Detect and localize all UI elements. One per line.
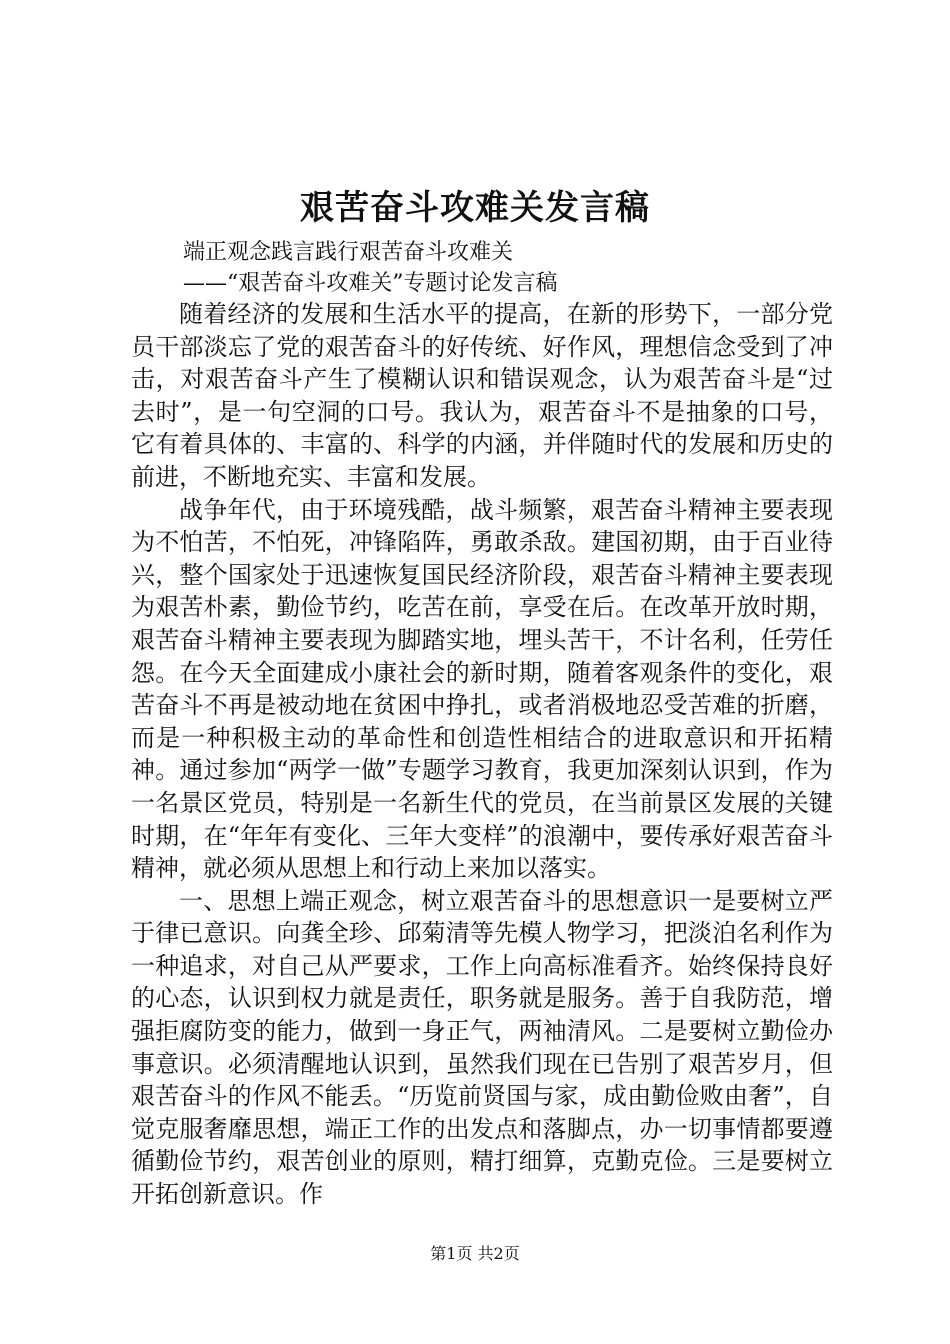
paragraph-1: 随着经济的发展和生活水平的提高，在新的形势下，一部分党员干部淡忘了党的艰苦奋斗的好传统、好作风，理想信念受到了冲击，对艰苦奋斗产生了模糊认识和错误观念，认为艰苦奋斗是“过去时”，是一句空洞的口号。我认为，艰苦奋斗不是抽象的口号，它有着具体的、丰富的、科学的内涵，并伴随时代的发展和历史的前进，不断地充实、丰富和发展。 (131, 300, 833, 491)
document-body (131, 298, 833, 1211)
paragraph-2: 战争年代，由于环境残酷，战斗频繁，艰苦奋斗精神主要表现为不怕苦，不怕死，冲锋陷阵，勇敢杀敌。建国初期，由于百业待兴，整个国家处于迅速恢复国民经济阶段，艰苦奋斗精神主要表现为艰苦朴素，勤俭节约，吃苦在前，享受在后。在改革开放时期，艰苦奋斗精神主要表现为脚踏实地，埋头苦干，不计名利，任劳任怨。在今天全面建成小康社会的新时期，随着客观条件的变化，艰苦奋斗不再是被动地在贫困中挣扎，或者消极地忍受苦难的折磨，而是一种积极主动的革命性和创造性相结合的进取意识和开拓精神。通过参加“两学一做”专题学习教育，我更加深刻认识到，作为一名景区党员，特别是一名新生代的党员，在当前景区发展的关键时期，在“年年有变化、三年大变样”的浪潮中，要传承好艰苦奋斗精神，就必须从思想上和行动上来加以落实。 (131, 495, 833, 883)
subtitle-line-1: 端正观念践言践行艰苦奋斗攻难关 (183, 240, 514, 265)
subtitle-line-2: ——“艰苦奋斗攻难关”专题讨论发言稿 (183, 271, 558, 296)
page-footer: 第1页 共2页 (430, 1244, 520, 1263)
document-title: 艰苦奋斗攻难关发言稿 (300, 188, 650, 228)
paragraph-3: 一、思想上端正观念，树立艰苦奋斗的思想意识一是要树立严于律已意识。向龚全珍、邱菊清等先模人物学习，把淡泊名利作为一种追求，对自己从严要求，工作上向高标准看齐。始终保持良好的心态，认识到权力就是责任，职务就是服务。善于自我防范，增强拒腐防变的能力，做到一身正气，两袖清风。二是要树立勤俭办事意识。必须清醒地认识到，虽然我们现在已告别了艰苦岁月，但艰苦奋斗的作风不能丢。“历览前贤国与家，成由勤俭败由奢”，自觉克服奢靡思想，端正工作的出发点和落脚点，办一切事情都要遵循勤俭节约，艰苦创业的原则，精打细算，克勤克俭。三是要树立开拓创新意识。作 (131, 886, 833, 1209)
